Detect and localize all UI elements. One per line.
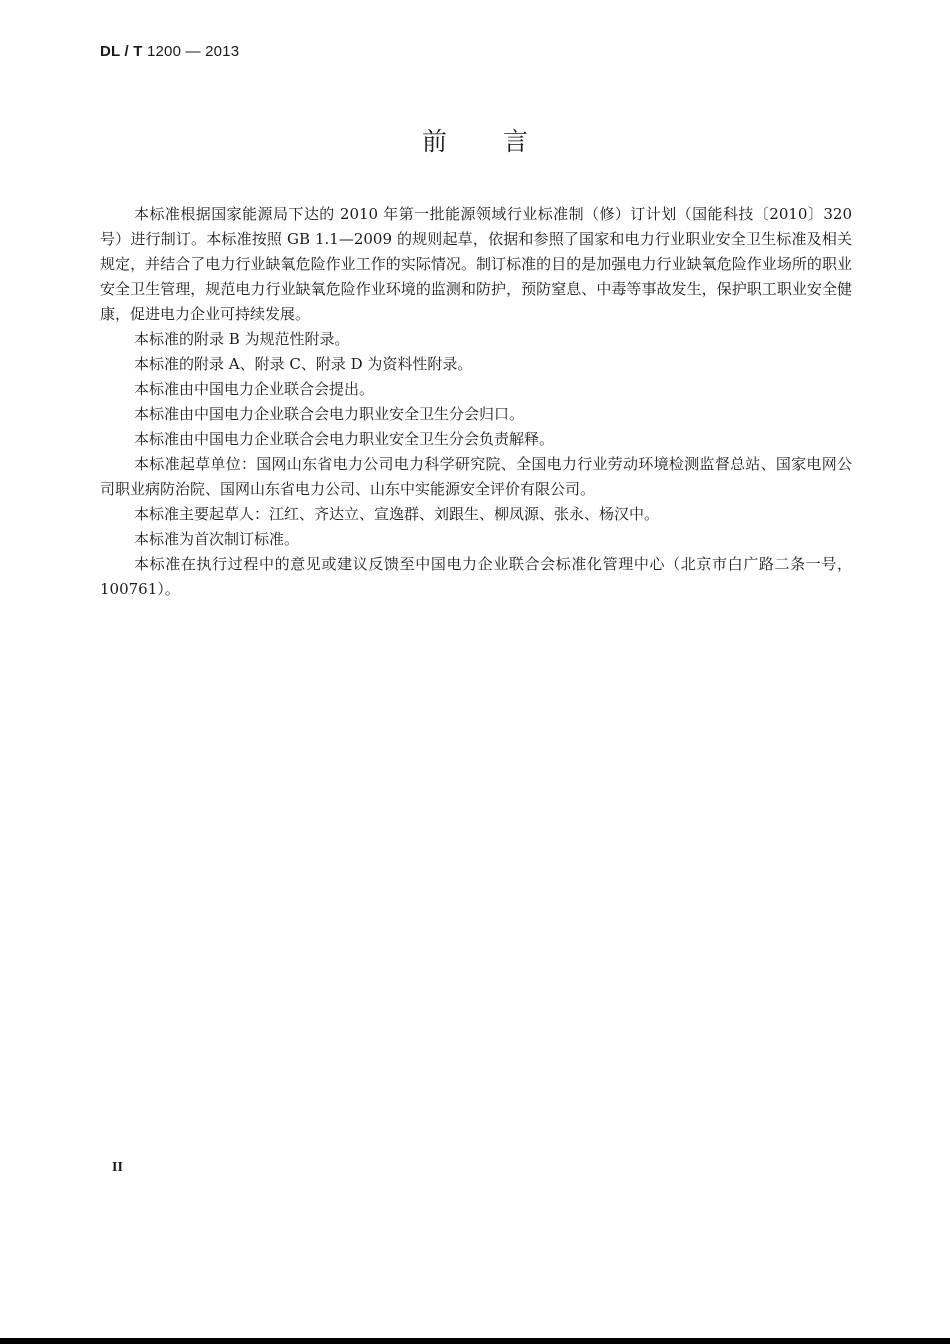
paragraph: 本标准主要起草人：江红、齐达立、宣逸群、刘跟生、柳凤源、张永、杨汉中。 xyxy=(134,505,660,523)
paragraph: 本标准由中国电力企业联合会提出。 xyxy=(134,380,375,398)
paragraph: 本标准起草单位：国网山东省电力公司电力科学研究院、全国电力行业劳动环境检测监督总站、国家电网公司职业病防治院、国网山东省电力公司、山东中实能源安全评价有限公司。 xyxy=(100,455,852,498)
paragraph: 本标准的附录 B 为规范性附录。 xyxy=(134,330,350,348)
document-header xyxy=(100,43,239,60)
paragraph: 本标准的附录 A、附录 C、附录 D 为资料性附录。 xyxy=(134,355,473,373)
paragraph: 本标准为首次制订标准。 xyxy=(134,530,300,548)
bottom-border xyxy=(0,1338,950,1344)
page-number: II xyxy=(112,1160,123,1175)
paragraph: 本标准根据国家能源局下达的 2010 年第一批能源领域行业标准制（修）订计划（国能科技〔2010〕320 号）进行制订。本标准按照 GB 1.1—2009 的规则起草，依据和参照了国家和电力行业职业安全卫生标准及相关规定，并结合了电力行业缺氧危险作业工作的实际情况。制订标准的目的是加强电力行业缺氧危险作业场所的职业安全卫生管理，规范电力行业缺氧危险作业环境的监测和防护，预防窒息、中毒等事故发生，保护职工职业安全健康，促进电力企业可持续发展。 xyxy=(100,205,857,323)
foreword-body xyxy=(100,202,857,602)
paragraph: 本标准由中国电力企业联合会电力职业安全卫生分会负责解释。 xyxy=(134,430,555,448)
standard-number: 1200 — 2013 xyxy=(146,43,240,60)
page-title: 前言 xyxy=(421,127,584,156)
paragraph: 本标准由中国电力企业联合会电力职业安全卫生分会归口。 xyxy=(134,405,525,423)
paragraph: 本标准在执行过程中的意见或建议反馈至中国电力企业联合会标准化管理中心（北京市白广路二条一号，100761）。 xyxy=(100,555,852,598)
standard-code: DL / T xyxy=(100,43,143,60)
